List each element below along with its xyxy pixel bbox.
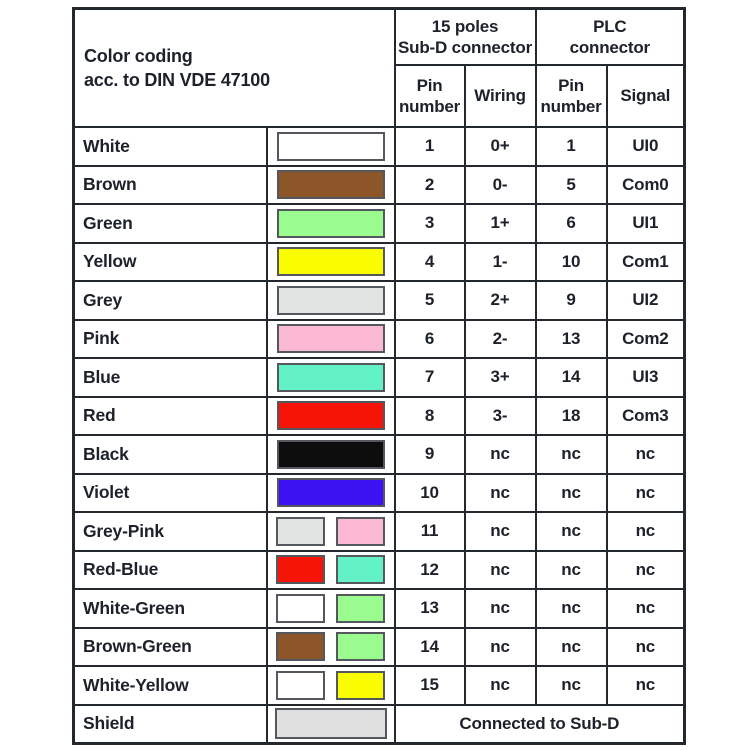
swatch-cell xyxy=(267,281,395,320)
plc-pin-cell: 1 xyxy=(536,127,607,166)
table-row-violet xyxy=(74,474,685,513)
table-title-line2: acc. to DIN VDE 47100 xyxy=(84,70,270,90)
subd-pin-cell: 13 xyxy=(395,589,465,628)
wiring-cell: nc xyxy=(465,628,536,667)
wiring-cell: 0+ xyxy=(465,127,536,166)
signal-cell: UI2 xyxy=(607,281,685,320)
plc-group-line1: PLC xyxy=(593,16,627,36)
wiring-cell: nc xyxy=(465,474,536,513)
color-name-cell: Brown xyxy=(74,166,267,205)
signal-cell: nc xyxy=(607,589,685,628)
wiring-cell: 3- xyxy=(465,397,536,436)
color-coding-table xyxy=(72,7,686,745)
swatch-cell xyxy=(267,628,395,667)
wiring-cell: nc xyxy=(465,435,536,474)
subd-pin-cell: 12 xyxy=(395,551,465,590)
signal-cell: nc xyxy=(607,551,685,590)
color-swatch xyxy=(276,632,325,661)
plc-pin-cell: nc xyxy=(536,512,607,551)
signal-cell: nc xyxy=(607,666,685,705)
color-name-cell: Blue xyxy=(74,358,267,397)
signal-cell: nc xyxy=(607,435,685,474)
color-swatch xyxy=(277,247,385,276)
subd-pin-cell: 5 xyxy=(395,281,465,320)
subd-pin-cell: 2 xyxy=(395,166,465,205)
color-name-cell: Grey-Pink xyxy=(74,512,267,551)
table-row-shield xyxy=(74,705,685,744)
color-swatch xyxy=(276,671,325,700)
plc-pin-cell: 14 xyxy=(536,358,607,397)
color-swatch xyxy=(336,671,385,700)
table-row-black xyxy=(74,435,685,474)
color-swatch xyxy=(336,517,385,546)
table-row-grey-pink xyxy=(74,512,685,551)
table-title-cell xyxy=(74,9,395,128)
table-row-red xyxy=(74,397,685,436)
color-swatch xyxy=(336,594,385,623)
swatch-cell xyxy=(267,243,395,282)
swatch-cell xyxy=(267,204,395,243)
color-swatch xyxy=(336,632,385,661)
color-swatch xyxy=(277,209,385,238)
table-row-blue xyxy=(74,358,685,397)
plc-pin-cell: nc xyxy=(536,628,607,667)
plc-pin-cell: 9 xyxy=(536,281,607,320)
table-row-white-yellow xyxy=(74,666,685,705)
signal-cell: Com1 xyxy=(607,243,685,282)
table-row-brown xyxy=(74,166,685,205)
wiring-cell: 3+ xyxy=(465,358,536,397)
subd-group-line2: Sub-D connector xyxy=(398,38,532,57)
swatch-cell xyxy=(267,435,395,474)
color-name-cell: Yellow xyxy=(74,243,267,282)
table-row-red-blue xyxy=(74,551,685,590)
plc-pin-number-header: Pin number xyxy=(536,65,607,127)
swatch-cell xyxy=(267,397,395,436)
color-swatch xyxy=(277,363,385,392)
signal-cell: UI3 xyxy=(607,358,685,397)
subd-pin-cell: 1 xyxy=(395,127,465,166)
color-name-cell: Black xyxy=(74,435,267,474)
wiring-cell: nc xyxy=(465,512,536,551)
color-name-cell: Violet xyxy=(74,474,267,513)
swatch-cell xyxy=(267,127,395,166)
color-swatch xyxy=(277,286,385,315)
table-row-yellow xyxy=(74,243,685,282)
color-name-cell: Brown-Green xyxy=(74,628,267,667)
color-swatch xyxy=(277,324,385,353)
color-name-cell: Shield xyxy=(74,705,267,744)
plc-pin-cell: nc xyxy=(536,435,607,474)
plc-pin-cell: 6 xyxy=(536,204,607,243)
swatch-cell xyxy=(267,320,395,359)
signal-cell: UI0 xyxy=(607,127,685,166)
swatch-cell xyxy=(267,551,395,590)
wiring-header: Wiring xyxy=(465,65,536,127)
plc-group-line2: connector xyxy=(569,38,650,57)
wiring-cell: 2- xyxy=(465,320,536,359)
color-swatch xyxy=(277,478,385,507)
swatch-cell xyxy=(267,705,395,744)
wiring-cell: 2+ xyxy=(465,281,536,320)
color-name-cell: Red xyxy=(74,397,267,436)
plc-pin-cell: 13 xyxy=(536,320,607,359)
table-row-pink xyxy=(74,320,685,359)
subd-pin-cell: 4 xyxy=(395,243,465,282)
color-swatch xyxy=(277,132,385,161)
wiring-cell: 1+ xyxy=(465,204,536,243)
swatch-cell xyxy=(267,589,395,628)
color-name-cell: Red-Blue xyxy=(74,551,267,590)
header-row-groups xyxy=(74,9,685,66)
plc-pin-cell: nc xyxy=(536,666,607,705)
signal-cell: nc xyxy=(607,628,685,667)
plc-pin-cell: nc xyxy=(536,474,607,513)
subd-pin-cell: 6 xyxy=(395,320,465,359)
color-swatch xyxy=(277,401,385,430)
subd-connector-group-header xyxy=(395,9,536,66)
subd-pin-cell: 3 xyxy=(395,204,465,243)
color-name-cell: White-Green xyxy=(74,589,267,628)
color-name-cell: White-Yellow xyxy=(74,666,267,705)
table-row-green xyxy=(74,204,685,243)
shield-note-cell: Connected to Sub-D xyxy=(395,705,685,744)
subd-pin-cell: 9 xyxy=(395,435,465,474)
page-canvas xyxy=(72,7,686,745)
swatch-cell xyxy=(267,474,395,513)
color-swatch xyxy=(276,594,325,623)
swatch-cell xyxy=(267,358,395,397)
signal-cell: Com0 xyxy=(607,166,685,205)
signal-cell: Com3 xyxy=(607,397,685,436)
subd-pin-number-header: Pin number xyxy=(395,65,465,127)
subd-pin-cell: 15 xyxy=(395,666,465,705)
wiring-cell: nc xyxy=(465,666,536,705)
plc-pin-cell: nc xyxy=(536,551,607,590)
color-swatch xyxy=(276,555,325,584)
wiring-cell: 0- xyxy=(465,166,536,205)
swatch-cell xyxy=(267,166,395,205)
table-title-line1: Color coding xyxy=(84,45,193,66)
color-name-cell: Grey xyxy=(74,281,267,320)
signal-header: Signal xyxy=(607,65,685,127)
table-row-grey xyxy=(74,281,685,320)
swatch-cell xyxy=(267,512,395,551)
subd-pin-cell: 10 xyxy=(395,474,465,513)
wiring-cell: nc xyxy=(465,589,536,628)
plc-pin-cell: 18 xyxy=(536,397,607,436)
wiring-cell: nc xyxy=(465,551,536,590)
subd-pin-cell: 7 xyxy=(395,358,465,397)
plc-pin-cell: nc xyxy=(536,589,607,628)
subd-pin-cell: 8 xyxy=(395,397,465,436)
wiring-cell: 1- xyxy=(465,243,536,282)
plc-connector-group-header xyxy=(536,9,685,66)
swatch-cell xyxy=(267,666,395,705)
subd-group-line1: 15 poles xyxy=(431,16,499,36)
shield-swatch xyxy=(275,708,387,739)
signal-cell: Com2 xyxy=(607,320,685,359)
subd-pin-cell: 11 xyxy=(395,512,465,551)
signal-cell: nc xyxy=(607,512,685,551)
plc-pin-cell: 10 xyxy=(536,243,607,282)
color-name-cell: White xyxy=(74,127,267,166)
color-swatch xyxy=(277,440,385,469)
color-swatch xyxy=(277,170,385,199)
table-row-white-green xyxy=(74,589,685,628)
color-swatch xyxy=(336,555,385,584)
signal-cell: nc xyxy=(607,474,685,513)
table-row-brown-green xyxy=(74,628,685,667)
color-name-cell: Green xyxy=(74,204,267,243)
signal-cell: UI1 xyxy=(607,204,685,243)
color-name-cell: Pink xyxy=(74,320,267,359)
subd-pin-cell: 14 xyxy=(395,628,465,667)
table-row-white xyxy=(74,127,685,166)
color-swatch xyxy=(276,517,325,546)
plc-pin-cell: 5 xyxy=(536,166,607,205)
